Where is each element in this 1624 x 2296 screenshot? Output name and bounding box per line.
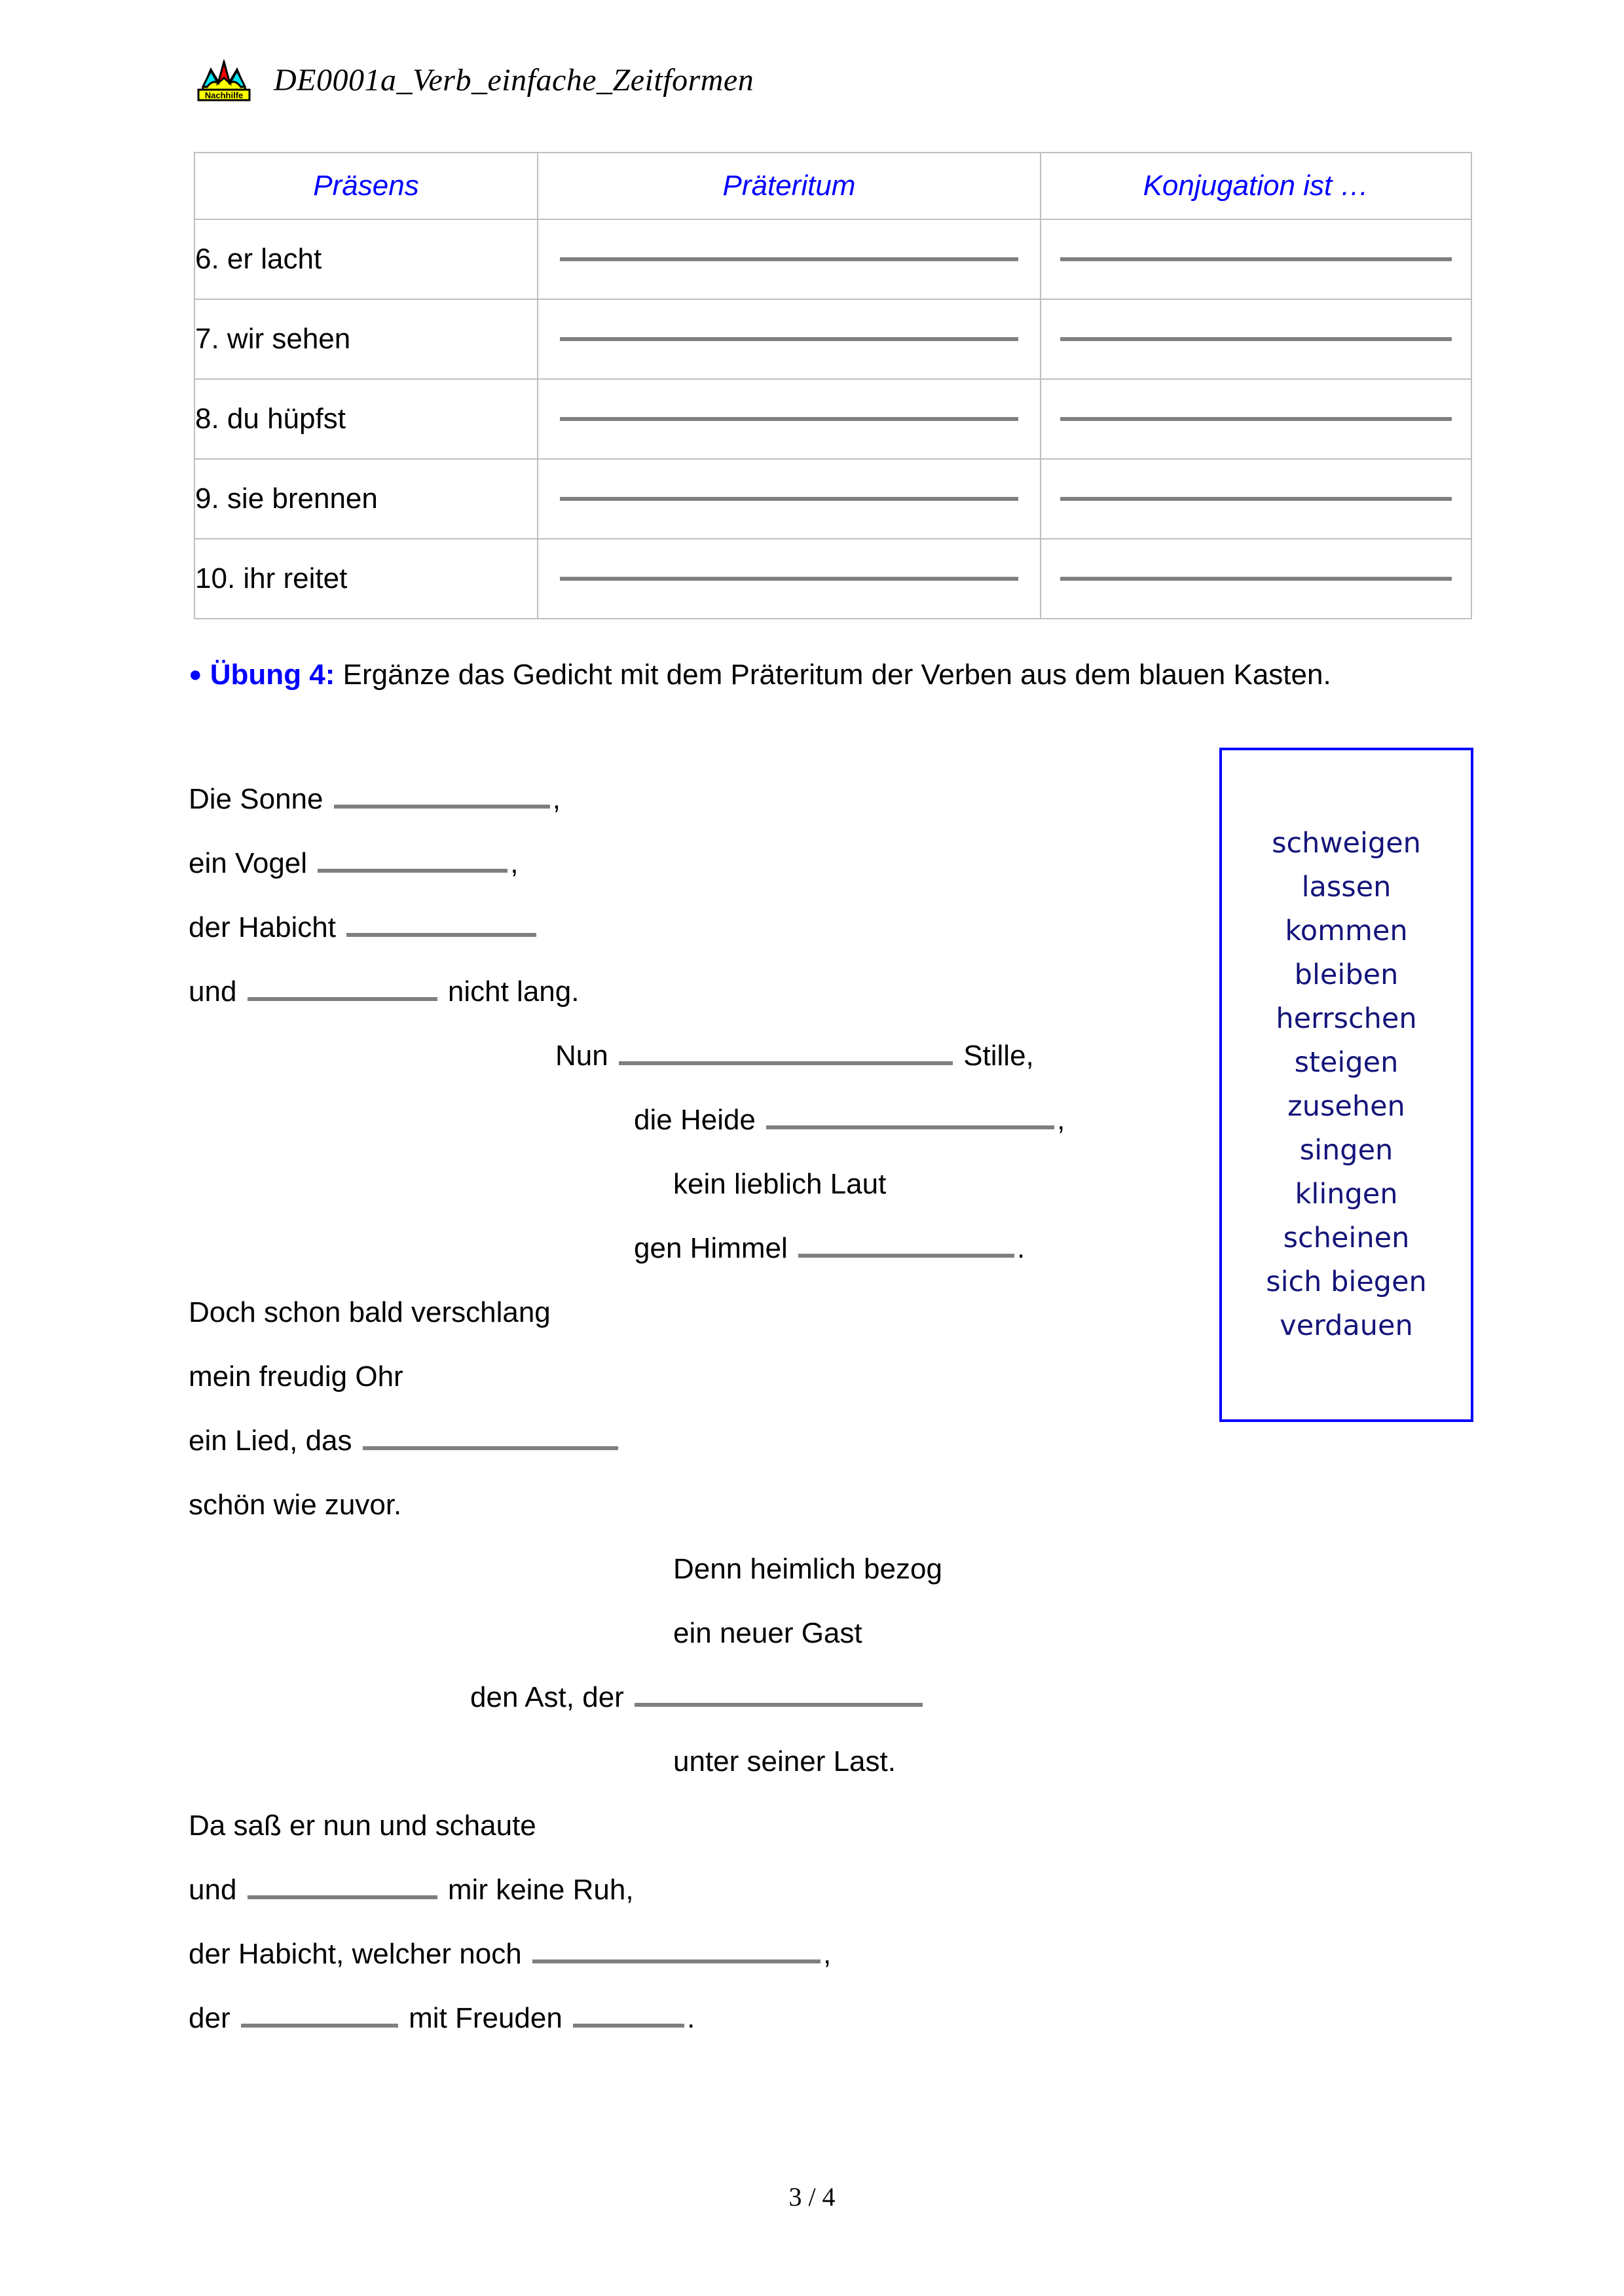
preterite-answer-cell[interactable] bbox=[538, 459, 1041, 539]
exercise-text: Ergänze das Gedicht mit dem Präteritum der Verben aus dem blauen Kasten. bbox=[342, 659, 1331, 691]
poem-text-before: ein Vogel bbox=[189, 847, 308, 879]
table-row bbox=[194, 379, 1471, 459]
answer-rule bbox=[1060, 577, 1452, 581]
svg-text:Nachhilfe: Nachhilfe bbox=[204, 90, 244, 100]
poem-text-before: Die Sonne bbox=[189, 783, 323, 815]
poem-line bbox=[189, 1537, 1184, 1601]
poem-blank[interactable] bbox=[363, 1424, 618, 1450]
document-header bbox=[196, 58, 754, 102]
poem-line bbox=[189, 1601, 1184, 1666]
poem-line bbox=[189, 1409, 1184, 1473]
poem-line bbox=[189, 1345, 1184, 1409]
conjugation-answer-cell[interactable] bbox=[1041, 539, 1471, 619]
poem-line bbox=[189, 1024, 1184, 1088]
table-row bbox=[194, 539, 1471, 619]
poem-text-tail: . bbox=[687, 2002, 695, 2034]
poem-line bbox=[189, 1152, 1184, 1216]
poem-blank[interactable] bbox=[532, 1937, 821, 1963]
poem-text-after: , bbox=[822, 1938, 832, 1970]
poem-blank[interactable] bbox=[334, 782, 550, 809]
column-header-praesens bbox=[194, 153, 538, 219]
poem-line bbox=[189, 960, 1184, 1024]
conjugation-answer-cell[interactable] bbox=[1041, 459, 1471, 539]
answer-rule bbox=[560, 497, 1018, 501]
poem-blank[interactable] bbox=[248, 1873, 437, 1899]
poem-line bbox=[189, 1730, 1184, 1794]
poem-text-after: nicht lang. bbox=[447, 975, 580, 1008]
poem-text-before: Nun bbox=[555, 1040, 608, 1072]
poem-text-before: schön wie zuvor. bbox=[189, 1489, 402, 1521]
poem-text-before: kein lieblich Laut bbox=[673, 1168, 887, 1200]
poem-blank[interactable] bbox=[766, 1103, 1054, 1129]
poem-text-after: . bbox=[1016, 1232, 1025, 1264]
word-box-item[interactable]: scheinen bbox=[1283, 1222, 1410, 1254]
page-title: DE0001a_Verb_einfache_Zeitformen bbox=[274, 62, 754, 98]
poem-line bbox=[189, 767, 1184, 831]
column-header-konjugation bbox=[1041, 153, 1471, 219]
word-box-item[interactable]: verdauen bbox=[1280, 1309, 1413, 1342]
poem-line bbox=[189, 1088, 1184, 1152]
poem-line bbox=[189, 1666, 1184, 1730]
answer-rule bbox=[560, 577, 1018, 581]
poem-line bbox=[189, 896, 1184, 960]
word-box-item[interactable]: sich biegen bbox=[1266, 1266, 1427, 1298]
poem-blank[interactable] bbox=[619, 1039, 953, 1065]
poem-line bbox=[189, 1922, 1184, 1986]
poem-text-before: unter seiner Last. bbox=[673, 1745, 896, 1777]
word-box-item[interactable]: klingen bbox=[1295, 1178, 1398, 1211]
conjugation-answer-cell[interactable] bbox=[1041, 299, 1471, 379]
answer-rule bbox=[560, 337, 1018, 341]
mountain-logo-icon bbox=[196, 58, 251, 102]
poem-blank[interactable] bbox=[241, 2001, 398, 2028]
poem-text-after: , bbox=[1057, 1104, 1065, 1136]
answer-rule bbox=[1060, 257, 1452, 261]
poem-line bbox=[189, 1986, 1184, 2050]
poem-text-before: der bbox=[189, 2002, 231, 2034]
present-tense-cell: 8. du hüpfst bbox=[194, 379, 538, 459]
present-tense-cell: 10. ihr reitet bbox=[194, 539, 538, 619]
exercise-label: Übung 4: bbox=[210, 659, 335, 691]
poem-text-before: Doch schon bald verschlang bbox=[189, 1296, 551, 1328]
poem-line bbox=[189, 1794, 1184, 1858]
word-box-item[interactable]: zusehen bbox=[1287, 1090, 1405, 1123]
word-box-item[interactable]: lassen bbox=[1301, 871, 1392, 903]
poem-text-before: der Habicht, welcher noch bbox=[189, 1938, 522, 1970]
table-header-row bbox=[194, 153, 1471, 219]
poem-line bbox=[189, 1473, 1184, 1537]
poem-text-before: die Heide bbox=[634, 1104, 756, 1136]
poem-line bbox=[189, 1216, 1184, 1281]
poem-line bbox=[189, 1281, 1184, 1345]
preterite-answer-cell[interactable] bbox=[538, 219, 1041, 299]
poem-text-before: ein neuer Gast bbox=[673, 1617, 862, 1649]
column-header-label: Präsens bbox=[313, 170, 419, 202]
column-header-label: Präteritum bbox=[722, 170, 856, 202]
exercise-instruction bbox=[189, 656, 1471, 693]
answer-rule bbox=[560, 417, 1018, 421]
verb-word-box bbox=[1219, 748, 1473, 1422]
column-header-label: Konjugation ist … bbox=[1143, 170, 1369, 202]
poem-text-after: , bbox=[510, 847, 519, 879]
poem-text-before: und bbox=[189, 1874, 237, 1906]
poem-text-after: mir keine Ruh, bbox=[447, 1874, 634, 1906]
poem-blank[interactable] bbox=[798, 1231, 1014, 1258]
preterite-answer-cell[interactable] bbox=[538, 299, 1041, 379]
poem-body bbox=[189, 767, 1184, 2050]
poem-blank[interactable] bbox=[318, 847, 507, 873]
word-box-item[interactable]: herrschen bbox=[1276, 1002, 1417, 1035]
preterite-answer-cell[interactable] bbox=[538, 379, 1041, 459]
table-row bbox=[194, 459, 1471, 539]
word-box-item[interactable]: steigen bbox=[1294, 1046, 1399, 1079]
column-header-praeteritum bbox=[538, 153, 1041, 219]
word-box-item[interactable]: singen bbox=[1299, 1134, 1393, 1167]
answer-rule bbox=[1060, 497, 1452, 501]
table-row bbox=[194, 219, 1471, 299]
poem-text-before: ein Lied, das bbox=[189, 1425, 352, 1457]
page-number: 3 / 4 bbox=[788, 2182, 836, 2212]
word-box-item[interactable]: schweigen bbox=[1272, 827, 1421, 860]
poem-line bbox=[189, 831, 1184, 896]
poem-text-after: , bbox=[552, 783, 561, 815]
poem-blank[interactable] bbox=[635, 1681, 923, 1707]
present-tense-cell: 7. wir sehen bbox=[194, 299, 538, 379]
poem-text-before: und bbox=[189, 975, 237, 1008]
poem-text-after: Stille, bbox=[963, 1040, 1034, 1072]
poem-blank[interactable] bbox=[573, 2001, 684, 2028]
poem-text-before: den Ast, der bbox=[470, 1681, 624, 1713]
preterite-answer-cell[interactable] bbox=[538, 539, 1041, 619]
poem-text-before: Denn heimlich bezog bbox=[673, 1553, 942, 1585]
conjugation-answer-cell[interactable] bbox=[1041, 379, 1471, 459]
word-box-item[interactable]: bleiben bbox=[1294, 958, 1399, 991]
poem-text-before: gen Himmel bbox=[634, 1232, 788, 1264]
poem-blank[interactable] bbox=[248, 975, 437, 1001]
poem-text-after: mit Freuden bbox=[409, 2002, 563, 2034]
answer-rule bbox=[1060, 337, 1452, 341]
poem-text-before: der Habicht bbox=[189, 911, 337, 943]
poem-text-before: Da saß er nun und schaute bbox=[189, 1810, 536, 1842]
present-tense-cell: 6. er lacht bbox=[194, 219, 538, 299]
bullet-icon: ● bbox=[189, 661, 202, 687]
table-row bbox=[194, 299, 1471, 379]
conjugation-table bbox=[194, 152, 1472, 619]
answer-rule bbox=[1060, 417, 1452, 421]
poem-text-before: mein freudig Ohr bbox=[189, 1360, 403, 1393]
present-tense-cell: 9. sie brennen bbox=[194, 459, 538, 539]
poem-line bbox=[189, 1858, 1184, 1922]
conjugation-answer-cell[interactable] bbox=[1041, 219, 1471, 299]
word-box-item[interactable]: kommen bbox=[1285, 915, 1408, 947]
poem-blank[interactable] bbox=[346, 911, 536, 937]
answer-rule bbox=[560, 257, 1018, 261]
